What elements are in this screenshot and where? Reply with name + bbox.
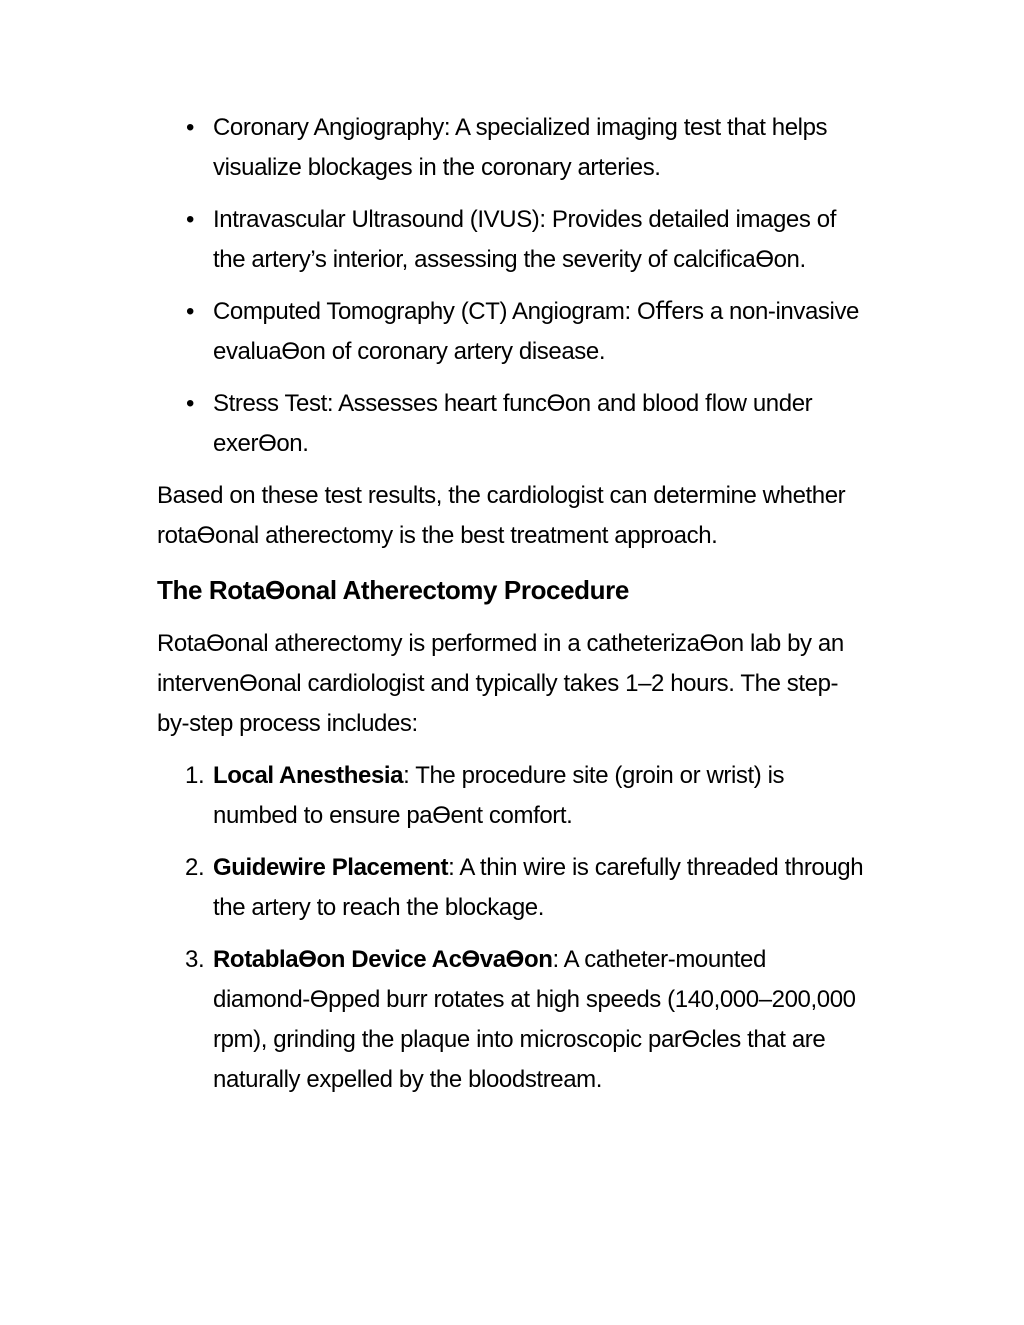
intro-paragraph: RotaƟonal atherectomy is performed in a catheterizaƟon lab by an intervenƟonal cardiologist and typically takes 1–2 hours. The step-by-step process includes: xyxy=(157,630,844,737)
step-title: Guidewire Placement xyxy=(213,854,449,881)
bullet-marker: • xyxy=(185,390,194,417)
step-item xyxy=(157,756,867,836)
list-item xyxy=(157,200,867,280)
document-page xyxy=(157,108,867,1112)
list-item-text: Coronary Angiography: A specialized imaging test that helps visualize blockages in the coronary arteries. xyxy=(213,114,828,181)
bullet-marker: • xyxy=(185,206,194,233)
summary-paragraph: Based on these test results, the cardiologist can determine whether rotaƟonal atherectomy is the best treatment approach. xyxy=(157,482,846,549)
step-text: : A catheter-mounted diamond-Ɵpped burr rotates at high speeds (140,000–200,000 rpm), grinding the plaque into microscopic parƟcles that are naturally expelled by the bloodstream. xyxy=(213,946,856,1093)
diagnostic-tests-list xyxy=(157,108,867,464)
step-number: 3. xyxy=(185,946,205,973)
step-text: : The procedure site (groin or wrist) is numbed to ensure paƟent comfort. xyxy=(213,762,785,829)
list-item-text: Computed Tomography (CT) Angiogram: Oﬀers a non-invasive evaluaƟon of coronary artery disease. xyxy=(213,298,859,365)
list-item xyxy=(157,292,867,372)
list-item xyxy=(157,384,867,464)
list-item xyxy=(157,108,867,188)
step-item xyxy=(157,940,867,1100)
step-number: 2. xyxy=(185,854,205,881)
list-item-text: Stress Test: Assesses heart funcƟon and blood ﬂow under exerƟon. xyxy=(213,390,813,457)
step-title: Local Anesthesia xyxy=(213,762,404,789)
step-item xyxy=(157,848,867,928)
bullet-marker: • xyxy=(185,298,194,325)
procedure-steps-list xyxy=(157,756,867,1100)
section-heading: The RotaƟonal Atherectomy Procedure xyxy=(157,575,629,605)
step-title: RotablaƟon Device AcƟvaƟon xyxy=(213,946,553,973)
step-text: : A thin wire is carefully threaded through the artery to reach the blockage. xyxy=(213,854,864,921)
step-number: 1. xyxy=(185,762,205,789)
bullet-marker: • xyxy=(185,114,194,141)
list-item-text: Intravascular Ultrasound (IVUS): Provides detailed images of the artery’s interior, assessing the severity of calciﬁcaƟon. xyxy=(213,206,836,273)
